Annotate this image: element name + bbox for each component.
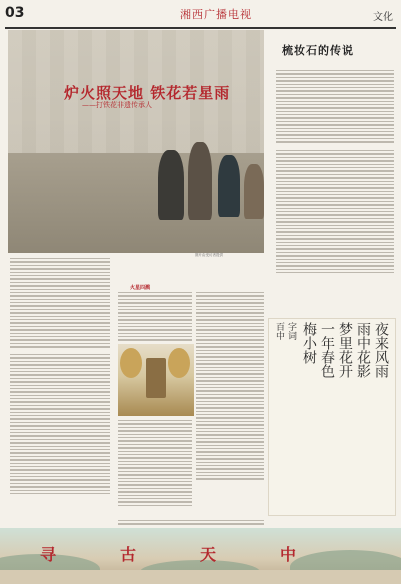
lead-subheadline: ——打铁花非遗传承人: [82, 101, 152, 109]
side-story-body-2: [276, 150, 394, 273]
middle-body-2: [118, 420, 192, 506]
calligraphy-col-4: 一年春色: [319, 322, 335, 378]
calligraphy-col-7: 百中: [274, 322, 284, 340]
calligraphy-col-2: 雨中花影: [355, 322, 371, 378]
calligraphy-col-5: 梅小树: [301, 322, 317, 364]
middle-body-3: [196, 292, 264, 480]
middle-body-bottom: [118, 520, 264, 525]
lead-body-left-2: [10, 354, 110, 494]
footer-strip: [0, 570, 401, 584]
section-label: 文化: [373, 12, 393, 23]
banner-char-1: 寻: [40, 545, 57, 564]
lead-headline: 炉火照天地 铁花若星雨: [64, 84, 231, 102]
stele-photo: [118, 344, 194, 416]
calligraphy-col-3: 梦里花开: [337, 322, 353, 378]
page-number: 03: [5, 5, 25, 21]
side-story-body-1: [276, 70, 394, 143]
calligraphy-col-6: 字词: [286, 322, 296, 340]
calligraphy-artwork: [268, 318, 396, 516]
lead-body-left: [10, 258, 110, 348]
page-header: [0, 0, 401, 30]
middle-body-1: [118, 292, 192, 341]
photo-caption: 图片由受访者提供: [195, 253, 223, 257]
lead-photo: [8, 30, 264, 253]
middle-title: 火星四溅: [130, 285, 151, 291]
calligraphy-col-1: 夜来风雨: [373, 322, 389, 378]
banner-char-3: 天: [200, 545, 217, 564]
masthead: 湘西广播电视: [180, 8, 252, 21]
footer-banner: [0, 528, 401, 584]
banner-char-4: 中: [280, 545, 297, 564]
banner-char-2: 古: [120, 545, 137, 564]
header-rule: [5, 27, 396, 29]
side-story-title: 梳妆石的传说: [282, 44, 354, 57]
